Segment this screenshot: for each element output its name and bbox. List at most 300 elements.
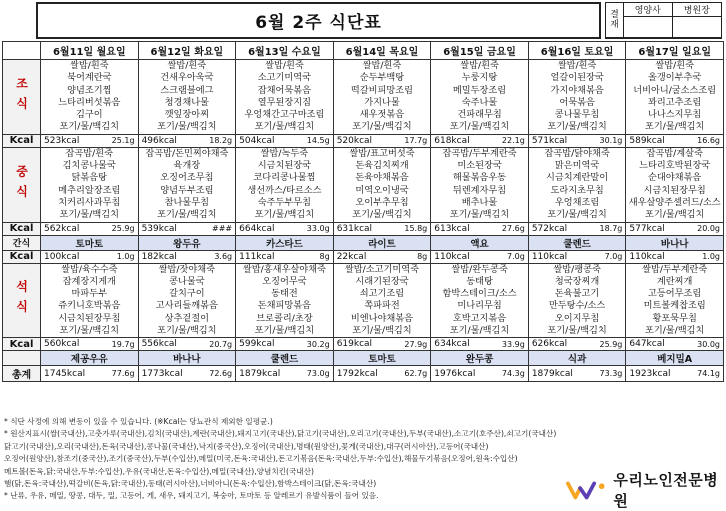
approval-box [605,2,722,39]
evening-snack-item: 토마토 [333,351,431,366]
day-header: 6월15일 금요일 [431,42,529,60]
menu-item: 상추겉절이 [164,312,210,324]
kcal-value: 504kcal [239,135,275,146]
menu-item: 육개장 [173,160,201,172]
kcal-value: 631kcal [336,223,373,234]
menu-item: 포기/물/백김치 [644,209,705,221]
kcal-value: 560kcal [44,339,80,350]
protein-value: 17.7g [404,136,428,146]
protein-value: 30.2g [306,339,330,349]
total-kcal-value: 1792kcal [336,368,378,379]
protein-value: 27.9g [404,339,428,349]
menu-item: 마파두부 [71,288,108,300]
evening-snack-item: 바나나 [138,351,236,366]
menu-item: 고등어무조림 [648,288,702,300]
evening-snack-item: 식과 [528,351,626,366]
menu-item: 올갱이부추국 [648,72,702,84]
menu-item: 청경채나물 [164,96,210,108]
breakfast-kcal [138,134,236,147]
lunch-kcal [41,222,139,235]
total-protein-value: 62.7g [404,369,428,379]
menu-item: 잡곡밥/두부계란죽 [442,147,517,159]
day-header: 6월17일 일요일 [626,42,724,60]
protein-value: 7.0g [507,252,525,262]
total-protein-value: 74.3g [501,369,525,379]
menu-item: 시금치계란말이 [546,172,609,184]
kcal-value: 110kcal [531,251,568,262]
breakfast-kcal [333,134,431,147]
menu-item: 포기/물/백김치 [157,325,217,337]
daily-total [528,366,626,382]
daily-total [41,366,139,382]
dinner-cell [41,263,139,338]
day-header: 6월14일 목요일 [333,42,431,60]
menu-item: 잡계장지게개 [62,275,116,287]
menu-item: 콩나물국 [169,275,205,287]
menu-item: 쌀밥/녹두죽 [260,147,309,159]
menu-item: 쥬키니호박볶음 [58,300,121,312]
dinner-cell [236,263,334,338]
menu-item: 포기/물/백김치 [59,325,119,337]
menu-item: 새우살양주셀러드/소스 [628,196,721,208]
kcal-label: Kcal [3,250,41,263]
menu-item: 갈치구이 [169,288,205,300]
total-protein-value: 73.0g [306,369,330,379]
snack-item: 액요 [431,235,529,250]
kcal-value: 599kcal [239,339,275,350]
menu-item: 브로콜리/초장 [256,312,313,324]
menu-item: 포기/물/백김치 [254,121,315,133]
dinner-kcal [626,338,724,351]
menu-item: 쌀밥/팽콩죽 [553,263,601,275]
dinner-kcal [138,338,236,351]
menu-item: 스크램블에그 [160,84,214,96]
menu-item: 쌀밥/표고버섯죽 [349,147,415,159]
menu-item: 우엉채조림 [554,196,600,208]
menu-item: 순두부백탕 [359,72,405,84]
snack-kcal [138,250,236,263]
protein-value: 19.7g [111,339,135,349]
lunch-cell [333,147,431,222]
lunch-cell [626,147,724,222]
kcal-value: 523kcal [44,135,80,146]
total-protein-value: 77.6g [111,369,135,379]
menu-item: 떡갈비피망조림 [350,84,414,96]
menu-item: 쌀밥/흰죽 [265,60,304,71]
menu-item: 쌀밥/흰죽 [167,60,207,71]
menu-item: 계란찌개 [656,275,693,287]
kcal-value: 182kcal [141,251,177,262]
kcal-value: 22kcal [336,251,367,262]
approval-sign-director[interactable] [673,17,722,38]
menu-item: 나나스지무침 [648,109,702,121]
menu-item: 돈육불고기 [554,288,600,300]
breakfast-cell [41,60,139,135]
dinner-cell [528,263,626,338]
lunch-cell [138,147,236,222]
lunch-kcal [528,222,626,235]
evening-snack-item-label [3,351,41,366]
dinner-kcal [528,338,626,351]
daily-total [333,366,431,382]
kcal-label: Kcal [3,134,41,147]
menu-item: 쌀밥/흰죽 [655,60,694,71]
menu-item: 오징어조무침 [160,172,214,184]
evening-snack-item: 베지밀A [626,351,724,366]
snack-kcal [333,250,431,263]
snack-kcal [528,250,626,263]
menu-item: 도라지초무침 [550,184,604,196]
menu-item: 미나리무침 [457,300,502,312]
menu-item: 동태전 [271,288,298,300]
note-line: * 난류, 우유, 메밀, 땅콩, 대두, 밀, 고등어, 게, 새우, 돼지고기, 복숭아, 토마토 등 알레르기 유발식품이 들어 있음. [4,491,379,501]
breakfast-cell [333,60,431,135]
menu-item: 생선까스/타르소스 [247,184,322,196]
weekly-menu-table [2,41,724,382]
menu-item: 포기/물/백김치 [157,121,217,133]
menu-item: 깻잎장아찌 [164,109,210,121]
total-kcal-value: 1879kcal [239,368,281,379]
menu-item: 쌀밥/육수수죽 [61,263,118,275]
menu-item: 소고기미역국 [257,72,312,84]
menu-item: 오이부추무침 [355,196,409,208]
daily-total [138,366,236,382]
menu-item: 잡곡밥/닭야채죽 [544,147,610,159]
protein-value: 30.0g [697,339,720,349]
menu-item: 포기/물/백김치 [254,325,315,337]
dinner-cell [333,263,431,338]
total-protein-value: 72.6g [209,369,233,379]
menu-item: 포기/물/백김치 [547,325,607,337]
menu-item: 쌀밥/완두콩죽 [451,263,508,275]
menu-item: 포기/물/백김치 [547,121,607,133]
menu-item: 포기/물/백김치 [644,325,705,337]
menu-item: 가지나물 [364,96,400,108]
breakfast-kcal [431,134,529,147]
menu-item: 닭볶음탕 [71,172,108,184]
day-header: 6월11일 월요일 [41,42,139,60]
lunch-kcal [626,222,724,235]
lunch-cell [528,147,626,222]
menu-item: 황포묵무침 [652,312,697,324]
protein-value: 8g [319,252,330,262]
lunch-cell [41,147,139,222]
kcal-value: 556kcal [141,339,177,350]
menu-item: 숙주두부무침 [257,196,312,208]
menu-item: 오이지무침 [554,312,600,324]
menu-item: 돈육야채볶음 [355,172,409,184]
breakfast-kcal [528,134,626,147]
kcal-value: 520kcal [336,135,373,146]
menu-item: 잡곡밥/흰죽 [65,147,114,159]
protein-value: 1.0g [702,252,720,262]
lunch-label: 중식 [3,147,41,222]
menu-item: 북어계란국 [67,72,112,84]
protein-value: 14.5g [306,136,330,146]
menu-item: 시금치된장무침 [58,312,121,324]
kcal-value: 496kcal [141,135,177,146]
breakfast-cell [626,60,724,135]
protein-value: 25.1g [111,136,135,146]
kcal-value: 571kcal [531,135,568,146]
total-kcal-value: 1879kcal [531,368,573,379]
menu-item: 쌀밥/흰죽 [460,60,499,71]
page-title: 6월 2주 식단표 [36,2,601,39]
note-line: 메트볼(돈육,닭:국내산,두부:수입산),우유(국내산,돈육:수입산),메밀(국내산),양념치킨(국내산) [4,466,314,476]
protein-value: 1.0g [116,252,135,262]
snack-kcal [236,250,334,263]
lunch-cell [236,147,334,222]
menu-item: 잡채어묵볶음 [257,84,312,96]
approval-col-dietitian: 영양사 [624,3,673,17]
menu-item: 시래기된장국 [355,275,409,287]
snack-item-label: 간식 [3,235,41,250]
kcal-value: 562kcal [44,223,80,234]
kcal-value: 589kcal [629,135,665,146]
lunch-kcal [236,222,334,235]
menu-item: 열무된장지짐 [257,96,312,108]
total-kcal-value: 1976kcal [434,368,476,379]
menu-item: 느타리호박된장국 [639,160,711,172]
menu-item: 포기/물/백김치 [644,121,705,133]
menu-item: 오징어무국 [262,275,307,287]
lunch-kcal [431,222,529,235]
snack-kcal [431,250,529,263]
snack-kcal [626,250,724,263]
menu-item: 치커리사과무침 [58,196,121,208]
approval-col-director: 병원장 [673,3,722,17]
menu-item: 포기/물/백김치 [449,121,510,133]
breakfast-cell [138,60,236,135]
breakfast-kcal [236,134,334,147]
menu-item: 코다리콩나물찜 [253,172,316,184]
kcal-value: 539kcal [141,223,177,234]
menu-item: 쌀밥/홍새우살야채죽 [242,263,326,275]
menu-item: 포기/물/백김치 [254,209,315,221]
approval-sign-dietitian[interactable] [624,17,673,38]
dinner-cell [626,263,724,338]
menu-item: 포기/물/백김치 [547,209,607,221]
dinner-kcal [333,338,431,351]
menu-item: 잡곡밥/돈민찌야채죽 [145,147,229,159]
notes-section [4,416,564,503]
menu-item: 쌀밥/흰죽 [557,60,597,71]
menu-item: 김구이 [75,109,103,121]
protein-value: 30.1g [599,136,623,146]
dinner-cell [431,263,529,338]
menu-item: 어묵볶음 [559,96,595,108]
snack-item: 라이트 [333,235,431,250]
day-header: 6월13일 수요일 [236,42,334,60]
kcal-value: 619kcal [336,339,373,350]
evening-snack-item: 제공우유 [41,351,139,366]
menu-item: 콩나물무침 [554,109,600,121]
kcal-value: 577kcal [629,223,665,234]
day-header: 6월16일 토요일 [528,42,626,60]
menu-item: 동태탕 [466,275,493,287]
protein-value: 18.2g [209,136,233,146]
dinner-kcal [431,338,529,351]
approval-label: 결재 [606,3,624,38]
menu-item: 비엔나야채볶음 [350,312,414,324]
menu-item: 포기/물/백김치 [59,121,119,133]
total-kcal-value: 1773kcal [141,368,183,379]
menu-item: 시금치된장국 [257,160,312,172]
protein-value: 18.7g [599,224,623,234]
note-line: 햄(닭,돈육:국내산),떡갈비(돈육,닭:국내산),동태(러시아산),너비아니(돈육:수입산),함박스테이크(닭,돈육:국내산) [4,479,377,489]
kcal-label: Kcal [3,222,41,235]
snack-item: 쿨렌드 [528,235,626,250]
snack-item: 왕두유 [138,235,236,250]
kcal-value: 572kcal [531,223,568,234]
menu-item: 쌀밥/잣야채죽 [158,263,216,275]
menu-item: 쌀밥/흰죽 [69,60,109,71]
menu-item: 배추나물 [461,196,498,208]
menu-item: 포기/물/백김치 [449,209,510,221]
menu-item: 쌀밥/두부계란죽 [642,263,708,275]
daily-total [431,366,529,382]
menu-item: 고사리들깨볶음 [155,300,218,312]
protein-value: 20.7g [209,339,233,349]
kcal-value: 647kcal [629,339,665,350]
total-kcal-value: 1745kcal [44,368,86,379]
menu-item: 우엉채간고구마조림 [244,109,325,121]
menu-item: 얼갈이된장국 [550,72,604,84]
note-line: * 식단 사정에 의해 변동이 있을 수 있습니다. (※Kcal는 당뇨관식 제외한 일평균.) [4,417,273,426]
hospital-brand [566,469,726,511]
menu-item: 포기/물/백김치 [352,121,412,133]
protein-value: 22.1g [501,136,525,146]
menu-item: 쌀밥/소고기미역죽 [344,263,420,275]
protein-value: 3.6g [214,252,233,262]
note-line: 오징어(원양산),참조기(중국산),조기(중국산),두부(수입산),메밀(미국,돈육:국내산),돈고기볶음(돈육:국내산,두부:수입산),해물두기볶음(오징어,원육:수입산) [4,454,518,464]
menu-item: 가지야채볶음 [550,84,604,96]
menu-item: 포기/물/백김치 [157,209,217,221]
breakfast-kcal [41,134,139,147]
protein-value: 7.0g [604,252,623,262]
protein-value: 33.9g [501,339,525,349]
hospital-name: 우리노인전문병원 [613,471,719,510]
kcal-value: 613kcal [434,223,470,234]
menu-item: 포기/물/백김치 [352,325,412,337]
menu-item: 양념조기찜 [67,84,112,96]
breakfast-label: 조식 [3,60,41,135]
menu-item: 돈채피망볶음 [257,300,312,312]
menu-item: 새우젓볶음 [359,109,405,121]
evening-snack-item: 쿨렌드 [236,351,334,366]
protein-value: 16.6g [697,136,720,146]
menu-item: 김치콩나물국 [62,160,116,172]
menu-item: 너비아니/굴소스조림 [633,84,717,96]
menu-item: 숙주나물 [461,96,498,108]
protein-value: 20.0g [697,224,720,234]
dinner-kcal [41,338,139,351]
menu-item: 메밀두장조림 [452,84,507,96]
menu-item: 포기/물/백김치 [352,209,412,221]
menu-item: 포기/물/백김치 [449,325,510,337]
kcal-value: 111kcal [239,251,275,262]
menu-item: 누룽지탕 [461,72,498,84]
snack-kcal [41,250,139,263]
menu-item: 잡곡밥/계살죽 [646,147,703,159]
menu-item: 만두탕수/소스 [548,300,606,312]
total-protein-value: 74.1g [697,369,720,379]
total-kcal-value: 1923kcal [629,368,671,379]
protein-value: 25.9g [111,224,135,234]
total-protein-value: 73.3g [599,369,623,379]
protein-value: 8g [417,252,428,262]
daily-total [626,366,724,382]
menu-item: 메추리알장조림 [58,184,121,196]
menu-item: 미소된장국 [457,160,502,172]
lunch-kcal [333,222,431,235]
kcal-label: Kcal [3,338,41,351]
menu-item: 순대야채볶음 [648,172,702,184]
note-line: * 원산지표시(쌀(국내산),고춧가루(국내산),김치(국내산),계란(국내산),돼지고기(국내산),닭고기(국내산),오리고기(국내산),두부(국내산),소고기(호주산),쇠고기(국내산) [4,429,557,439]
menu-item: 꽈리고추조림 [648,96,702,108]
day-header: 6월12일 화요일 [138,42,236,60]
lunch-cell [431,147,529,222]
snack-item: 바나나 [626,235,724,250]
breakfast-cell [236,60,334,135]
menu-item: 함박스테이크/소스 [442,288,517,300]
menu-item: 건새우아욱국 [160,72,214,84]
protein-value: 33.0g [306,224,330,234]
menu-item: 포기/물/백김치 [59,209,119,221]
menu-item: 시금치된장무침 [643,184,706,196]
menu-item: 미트볼케찹조림 [643,300,706,312]
snack-item: 카스타드 [236,235,334,250]
kcal-value: 664kcal [239,223,275,234]
corner-cell [3,42,41,60]
kcal-value: 100kcal [44,251,80,262]
hospital-logo-icon [566,479,607,501]
menu-item: 뒤렌계자무침 [452,184,507,196]
protein-value: 27.6g [501,224,525,234]
menu-item: 청국장찌개 [554,275,600,287]
total-label: 총계 [3,366,41,382]
menu-item: 양념두부조림 [160,184,214,196]
menu-item: 쪽파파전 [364,300,400,312]
dinner-label: 석식 [3,263,41,338]
kcal-value: 618kcal [434,135,470,146]
menu-item: 미역오이냉국 [355,184,409,196]
breakfast-cell [528,60,626,135]
breakfast-cell [431,60,529,135]
menu-item: 해물볶음우동 [452,172,507,184]
protein-value: 25.9g [599,339,623,349]
menu-item: 참나물무침 [164,196,210,208]
kcal-value: 110kcal [629,251,665,262]
evening-snack-item: 완두콩 [431,351,529,366]
protein-value: ### [212,224,233,234]
menu-item: 건파래무침 [457,109,502,121]
kcal-value: 634kcal [434,339,470,350]
daily-total [236,366,334,382]
note-line: 닭고기(국내산),오리(국내산),돈육(국내산),콩나물(국내산),낙지(중국산),오징어(국내산),명태(원양산),꽃게(국내산),대구(러시아산),고등어(국내산) [4,441,489,451]
breakfast-kcal [626,134,724,147]
menu-item: 돈육김치찌개 [355,160,409,172]
kcal-value: 626kcal [531,339,568,350]
dinner-kcal [236,338,334,351]
lunch-kcal [138,222,236,235]
menu-item: 쇠고기조림 [359,288,405,300]
menu-item: 쌀밥/흰죽 [362,60,402,71]
snack-item: 토마토 [41,235,139,250]
kcal-value: 110kcal [434,251,470,262]
menu-item: 호박고지볶음 [452,312,507,324]
dinner-cell [138,263,236,338]
